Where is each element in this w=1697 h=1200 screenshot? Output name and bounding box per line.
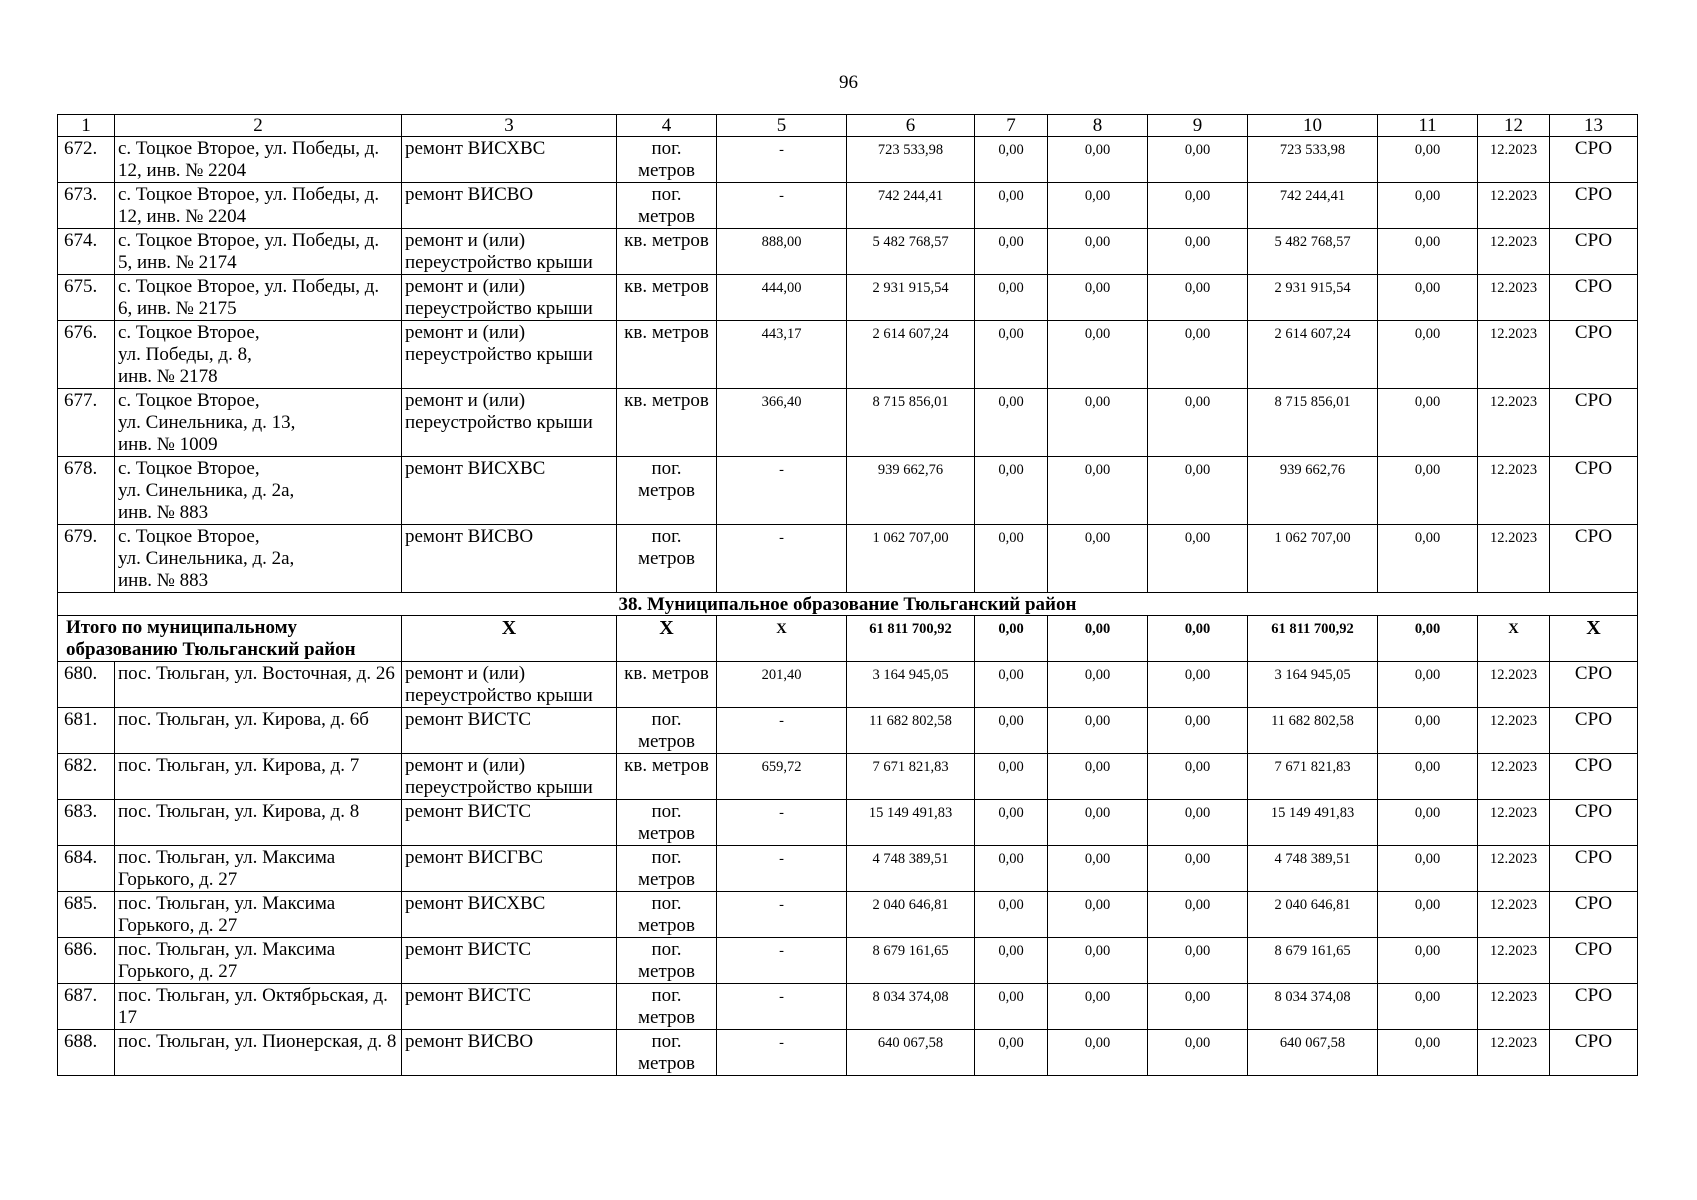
value-cell: 0,00 [975, 938, 1048, 984]
unit-cell: пог. метров [617, 183, 717, 229]
work-type-cell: ремонт ВИСТС [402, 800, 617, 846]
work-type-cell: ремонт и (или) переустройство крыши [402, 754, 617, 800]
column-header: 13 [1550, 115, 1638, 137]
cost-cell: 939 662,76 [1248, 457, 1378, 525]
total-row [58, 616, 1638, 662]
row-number: 676. [58, 321, 115, 389]
work-type-cell: ремонт ВИСХВС [402, 892, 617, 938]
quantity-cell: 888,00 [717, 229, 847, 275]
value-cell: 0,00 [1048, 708, 1148, 754]
value-cell: 0,00 [1148, 183, 1248, 229]
value-cell: 0,00 [975, 892, 1048, 938]
address-cell: пос. Тюльган, ул. Кирова, д. 7 [115, 754, 402, 800]
deadline-cell: 12.2023 [1478, 754, 1550, 800]
work-type-cell: ремонт ВИСВО [402, 183, 617, 229]
data-table [57, 114, 1638, 1076]
value-cell: 0,00 [1378, 846, 1478, 892]
value-cell: 0,00 [1048, 754, 1148, 800]
value-cell: 0,00 [1148, 754, 1248, 800]
table-row [58, 846, 1638, 892]
total-c6: 61 811 700,92 [847, 616, 975, 662]
unit-cell: кв. метров [617, 275, 717, 321]
table-row [58, 389, 1638, 457]
value-cell: 0,00 [1048, 229, 1148, 275]
value-cell: 0,00 [975, 754, 1048, 800]
value-cell: 0,00 [1378, 984, 1478, 1030]
operator-cell: СРО [1550, 389, 1638, 457]
cost-total-cell: 11 682 802,58 [847, 708, 975, 754]
row-number: 680. [58, 662, 115, 708]
value-cell: 0,00 [1378, 1030, 1478, 1076]
total-c8: 0,00 [1048, 616, 1148, 662]
unit-cell: пог. метров [617, 800, 717, 846]
value-cell: 0,00 [1048, 321, 1148, 389]
quantity-cell: - [717, 708, 847, 754]
unit-cell: пог. метров [617, 892, 717, 938]
operator-cell: СРО [1550, 457, 1638, 525]
table-row [58, 1030, 1638, 1076]
cost-cell: 8 679 161,65 [1248, 938, 1378, 984]
deadline-cell: 12.2023 [1478, 457, 1550, 525]
value-cell: 0,00 [1148, 457, 1248, 525]
deadline-cell: 12.2023 [1478, 800, 1550, 846]
row-number: 688. [58, 1030, 115, 1076]
table-row [58, 662, 1638, 708]
operator-cell: СРО [1550, 800, 1638, 846]
quantity-cell: - [717, 984, 847, 1030]
row-number: 679. [58, 525, 115, 593]
total-c7: 0,00 [975, 616, 1048, 662]
value-cell: 0,00 [975, 321, 1048, 389]
address-cell: пос. Тюльган, ул. Максима Горького, д. 27 [115, 892, 402, 938]
value-cell: 0,00 [975, 984, 1048, 1030]
value-cell: 0,00 [1048, 800, 1148, 846]
work-type-cell: ремонт ВИСХВС [402, 137, 617, 183]
operator-cell: СРО [1550, 137, 1638, 183]
cost-cell: 723 533,98 [1248, 137, 1378, 183]
cost-total-cell: 2 931 915,54 [847, 275, 975, 321]
work-type-cell: ремонт ВИСТС [402, 938, 617, 984]
column-header: 1 [58, 115, 115, 137]
deadline-cell: 12.2023 [1478, 321, 1550, 389]
value-cell: 0,00 [975, 846, 1048, 892]
value-cell: 0,00 [1378, 389, 1478, 457]
page-number: 96 [839, 72, 858, 93]
value-cell: 0,00 [1148, 229, 1248, 275]
value-cell: 0,00 [975, 183, 1048, 229]
quantity-cell: - [717, 525, 847, 593]
quantity-cell: - [717, 183, 847, 229]
row-number: 682. [58, 754, 115, 800]
work-type-cell: ремонт ВИСТС [402, 708, 617, 754]
total-c3: X [402, 616, 617, 662]
row-number: 673. [58, 183, 115, 229]
value-cell: 0,00 [1148, 800, 1248, 846]
value-cell: 0,00 [1378, 800, 1478, 846]
deadline-cell: 12.2023 [1478, 275, 1550, 321]
operator-cell: СРО [1550, 938, 1638, 984]
value-cell: 0,00 [1378, 662, 1478, 708]
address-cell: с. Тоцкое Второе, ул. Победы, д. 8, инв. № 2178 [115, 321, 402, 389]
value-cell: 0,00 [1378, 137, 1478, 183]
deadline-cell: 12.2023 [1478, 892, 1550, 938]
address-cell: с. Тоцкое Второе, ул. Синельника, д. 2а, инв. № 883 [115, 457, 402, 525]
row-number: 687. [58, 984, 115, 1030]
work-type-cell: ремонт ВИСВО [402, 1030, 617, 1076]
total-c13: X [1550, 616, 1638, 662]
column-header: 2 [115, 115, 402, 137]
address-cell: с. Тоцкое Второе, ул. Победы, д. 12, инв. № 2204 [115, 183, 402, 229]
value-cell: 0,00 [1148, 892, 1248, 938]
table-row [58, 984, 1638, 1030]
table-row [58, 525, 1638, 593]
unit-cell: пог. метров [617, 938, 717, 984]
quantity-cell: 444,00 [717, 275, 847, 321]
quantity-cell: 366,40 [717, 389, 847, 457]
work-type-cell: ремонт ВИСТС [402, 984, 617, 1030]
value-cell: 0,00 [1048, 137, 1148, 183]
cost-total-cell: 7 671 821,83 [847, 754, 975, 800]
cost-total-cell: 742 244,41 [847, 183, 975, 229]
unit-cell: кв. метров [617, 754, 717, 800]
value-cell: 0,00 [975, 137, 1048, 183]
column-header: 5 [717, 115, 847, 137]
address-cell: пос. Тюльган, ул. Кирова, д. 8 [115, 800, 402, 846]
value-cell: 0,00 [975, 662, 1048, 708]
rows-group-a [58, 137, 1638, 593]
column-header: 12 [1478, 115, 1550, 137]
table-row [58, 800, 1638, 846]
cost-cell: 7 671 821,83 [1248, 754, 1378, 800]
deadline-cell: 12.2023 [1478, 984, 1550, 1030]
operator-cell: СРО [1550, 846, 1638, 892]
total-c11: 0,00 [1378, 616, 1478, 662]
address-cell: пос. Тюльган, ул. Кирова, д. 6б [115, 708, 402, 754]
address-cell: с. Тоцкое Второе, ул. Синельника, д. 2а, инв. № 883 [115, 525, 402, 593]
quantity-cell: 659,72 [717, 754, 847, 800]
table-row [58, 137, 1638, 183]
cost-total-cell: 2 040 646,81 [847, 892, 975, 938]
value-cell: 0,00 [1378, 229, 1478, 275]
unit-cell: кв. метров [617, 662, 717, 708]
cost-total-cell: 8 034 374,08 [847, 984, 975, 1030]
work-type-cell: ремонт ВИСХВС [402, 457, 617, 525]
quantity-cell: - [717, 800, 847, 846]
cost-total-cell: 1 062 707,00 [847, 525, 975, 593]
table-row [58, 938, 1638, 984]
work-type-cell: ремонт ВИСВО [402, 525, 617, 593]
value-cell: 0,00 [1378, 892, 1478, 938]
quantity-cell: 443,17 [717, 321, 847, 389]
value-cell: 0,00 [1048, 938, 1148, 984]
row-number: 685. [58, 892, 115, 938]
rows-group-b [58, 662, 1638, 1076]
value-cell: 0,00 [1148, 389, 1248, 457]
unit-cell: пог. метров [617, 525, 717, 593]
quantity-cell: - [717, 137, 847, 183]
cost-total-cell: 3 164 945,05 [847, 662, 975, 708]
operator-cell: СРО [1550, 892, 1638, 938]
row-number: 684. [58, 846, 115, 892]
value-cell: 0,00 [1048, 984, 1148, 1030]
address-cell: пос. Тюльган, ул. Максима Горького, д. 27 [115, 846, 402, 892]
cost-total-cell: 8 679 161,65 [847, 938, 975, 984]
address-cell: с. Тоцкое Второе, ул. Победы, д. 6, инв. № 2175 [115, 275, 402, 321]
value-cell: 0,00 [1378, 457, 1478, 525]
operator-cell: СРО [1550, 1030, 1638, 1076]
address-cell: с. Тоцкое Второе, ул. Победы, д. 12, инв. № 2204 [115, 137, 402, 183]
cost-cell: 1 062 707,00 [1248, 525, 1378, 593]
cost-cell: 4 748 389,51 [1248, 846, 1378, 892]
row-number: 686. [58, 938, 115, 984]
row-number: 672. [58, 137, 115, 183]
deadline-cell: 12.2023 [1478, 229, 1550, 275]
value-cell: 0,00 [975, 525, 1048, 593]
table-row [58, 708, 1638, 754]
work-type-cell: ремонт ВИСГВС [402, 846, 617, 892]
quantity-cell: - [717, 457, 847, 525]
operator-cell: СРО [1550, 708, 1638, 754]
unit-cell: кв. метров [617, 229, 717, 275]
total-c4: X [617, 616, 717, 662]
column-header: 3 [402, 115, 617, 137]
cost-cell: 2 040 646,81 [1248, 892, 1378, 938]
value-cell: 0,00 [1148, 275, 1248, 321]
value-cell: 0,00 [1048, 457, 1148, 525]
row-number: 683. [58, 800, 115, 846]
value-cell: 0,00 [1378, 708, 1478, 754]
work-type-cell: ремонт и (или) переустройство крыши [402, 229, 617, 275]
value-cell: 0,00 [975, 229, 1048, 275]
cost-cell: 15 149 491,83 [1248, 800, 1378, 846]
cost-total-cell: 8 715 856,01 [847, 389, 975, 457]
total-c12: X [1478, 616, 1550, 662]
value-cell: 0,00 [1378, 938, 1478, 984]
value-cell: 0,00 [1148, 662, 1248, 708]
operator-cell: СРО [1550, 662, 1638, 708]
cost-cell: 5 482 768,57 [1248, 229, 1378, 275]
value-cell: 0,00 [1048, 183, 1148, 229]
value-cell: 0,00 [1048, 389, 1148, 457]
value-cell: 0,00 [1148, 708, 1248, 754]
quantity-cell: - [717, 846, 847, 892]
section-group [58, 593, 1638, 662]
value-cell: 0,00 [975, 800, 1048, 846]
table-row [58, 457, 1638, 525]
cost-total-cell: 5 482 768,57 [847, 229, 975, 275]
column-header: 11 [1378, 115, 1478, 137]
column-header: 8 [1048, 115, 1148, 137]
operator-cell: СРО [1550, 183, 1638, 229]
value-cell: 0,00 [1048, 892, 1148, 938]
cost-cell: 2 931 915,54 [1248, 275, 1378, 321]
value-cell: 0,00 [1148, 938, 1248, 984]
value-cell: 0,00 [1048, 662, 1148, 708]
value-cell: 0,00 [1148, 137, 1248, 183]
table-row [58, 275, 1638, 321]
column-header: 6 [847, 115, 975, 137]
operator-cell: СРО [1550, 321, 1638, 389]
value-cell: 0,00 [1378, 321, 1478, 389]
quantity-cell: - [717, 1030, 847, 1076]
table-row [58, 754, 1638, 800]
address-cell: пос. Тюльган, ул. Октябрьская, д. 17 [115, 984, 402, 1030]
value-cell: 0,00 [1378, 183, 1478, 229]
table-row [58, 229, 1638, 275]
value-cell: 0,00 [1048, 1030, 1148, 1076]
cost-total-cell: 2 614 607,24 [847, 321, 975, 389]
value-cell: 0,00 [1148, 846, 1248, 892]
row-number: 681. [58, 708, 115, 754]
work-type-cell: ремонт и (или) переустройство крыши [402, 389, 617, 457]
quantity-cell: - [717, 938, 847, 984]
cost-total-cell: 723 533,98 [847, 137, 975, 183]
table-row [58, 892, 1638, 938]
value-cell: 0,00 [975, 389, 1048, 457]
value-cell: 0,00 [1148, 984, 1248, 1030]
value-cell: 0,00 [975, 708, 1048, 754]
cost-cell: 11 682 802,58 [1248, 708, 1378, 754]
cost-total-cell: 4 748 389,51 [847, 846, 975, 892]
total-c10: 61 811 700,92 [1248, 616, 1378, 662]
cost-cell: 742 244,41 [1248, 183, 1378, 229]
operator-cell: СРО [1550, 525, 1638, 593]
row-number: 678. [58, 457, 115, 525]
cost-cell: 8 034 374,08 [1248, 984, 1378, 1030]
total-c9: 0,00 [1148, 616, 1248, 662]
quantity-cell: 201,40 [717, 662, 847, 708]
deadline-cell: 12.2023 [1478, 662, 1550, 708]
deadline-cell: 12.2023 [1478, 525, 1550, 593]
value-cell: 0,00 [1378, 525, 1478, 593]
value-cell: 0,00 [1378, 754, 1478, 800]
cost-total-cell: 939 662,76 [847, 457, 975, 525]
column-header: 10 [1248, 115, 1378, 137]
operator-cell: СРО [1550, 754, 1638, 800]
quantity-cell: - [717, 892, 847, 938]
deadline-cell: 12.2023 [1478, 846, 1550, 892]
work-type-cell: ремонт и (или) переустройство крыши [402, 275, 617, 321]
column-header: 9 [1148, 115, 1248, 137]
unit-cell: кв. метров [617, 321, 717, 389]
value-cell: 0,00 [1148, 1030, 1248, 1076]
value-cell: 0,00 [975, 457, 1048, 525]
column-header: 7 [975, 115, 1048, 137]
cost-cell: 8 715 856,01 [1248, 389, 1378, 457]
cost-cell: 640 067,58 [1248, 1030, 1378, 1076]
work-type-cell: ремонт и (или) переустройство крыши [402, 662, 617, 708]
deadline-cell: 12.2023 [1478, 137, 1550, 183]
operator-cell: СРО [1550, 229, 1638, 275]
address-cell: с. Тоцкое Второе, ул. Победы, д. 5, инв. № 2174 [115, 229, 402, 275]
value-cell: 0,00 [1048, 525, 1148, 593]
deadline-cell: 12.2023 [1478, 708, 1550, 754]
operator-cell: СРО [1550, 984, 1638, 1030]
value-cell: 0,00 [975, 275, 1048, 321]
value-cell: 0,00 [1048, 846, 1148, 892]
unit-cell: пог. метров [617, 984, 717, 1030]
value-cell: 0,00 [975, 1030, 1048, 1076]
value-cell: 0,00 [1378, 275, 1478, 321]
work-type-cell: ремонт и (или) переустройство крыши [402, 321, 617, 389]
address-cell: пос. Тюльган, ул. Восточная, д. 26 [115, 662, 402, 708]
deadline-cell: 12.2023 [1478, 938, 1550, 984]
section-title: 38. Муниципальное образование Тюльганский район [58, 593, 1638, 616]
address-cell: пос. Тюльган, ул. Пионерская, д. 8 [115, 1030, 402, 1076]
table-row [58, 321, 1638, 389]
address-cell: пос. Тюльган, ул. Максима Горького, д. 27 [115, 938, 402, 984]
cost-cell: 2 614 607,24 [1248, 321, 1378, 389]
unit-cell: пог. метров [617, 846, 717, 892]
row-number: 675. [58, 275, 115, 321]
unit-cell: кв. метров [617, 389, 717, 457]
deadline-cell: 12.2023 [1478, 183, 1550, 229]
column-header: 4 [617, 115, 717, 137]
section-header-row [58, 593, 1638, 616]
total-label: Итого по муниципальному образованию Тюльганский район [58, 616, 402, 662]
deadline-cell: 12.2023 [1478, 389, 1550, 457]
address-cell: с. Тоцкое Второе, ул. Синельника, д. 13, инв. № 1009 [115, 389, 402, 457]
header-row [58, 115, 1638, 137]
cost-total-cell: 15 149 491,83 [847, 800, 975, 846]
cost-cell: 3 164 945,05 [1248, 662, 1378, 708]
row-number: 677. [58, 389, 115, 457]
unit-cell: пог. метров [617, 457, 717, 525]
deadline-cell: 12.2023 [1478, 1030, 1550, 1076]
value-cell: 0,00 [1148, 321, 1248, 389]
cost-total-cell: 640 067,58 [847, 1030, 975, 1076]
operator-cell: СРО [1550, 275, 1638, 321]
unit-cell: пог. метров [617, 708, 717, 754]
total-c5: X [717, 616, 847, 662]
table-row [58, 183, 1638, 229]
value-cell: 0,00 [1148, 525, 1248, 593]
unit-cell: пог. метров [617, 1030, 717, 1076]
row-number: 674. [58, 229, 115, 275]
value-cell: 0,00 [1048, 275, 1148, 321]
unit-cell: пог. метров [617, 137, 717, 183]
